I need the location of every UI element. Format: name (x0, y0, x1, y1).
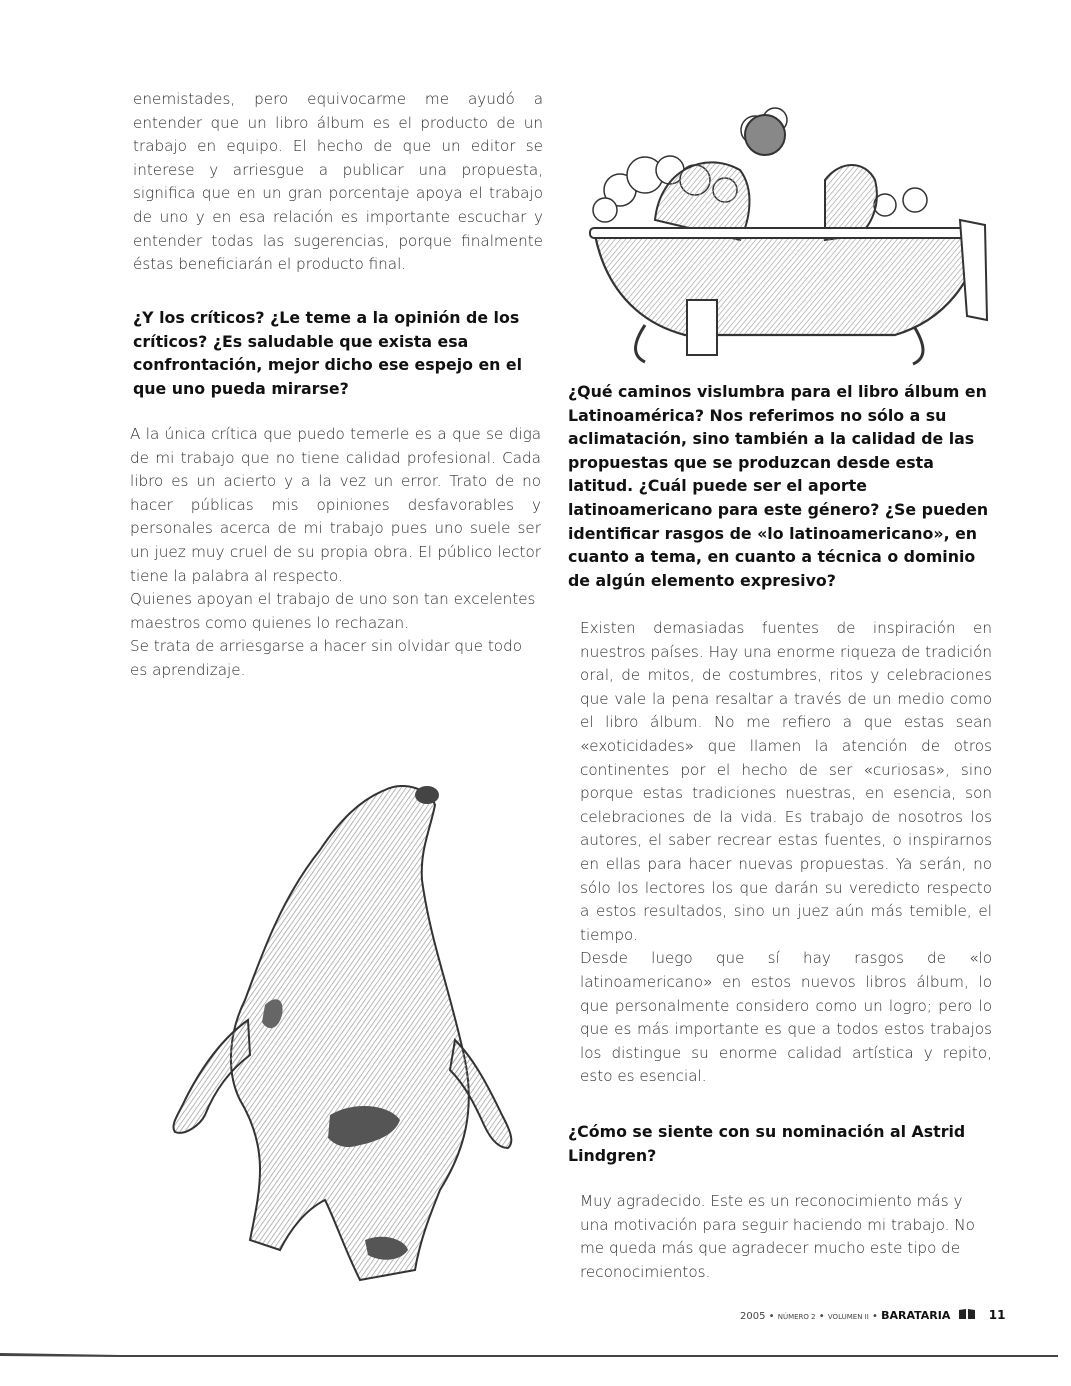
question-latam: ¿Qué caminos vislumbra para el libro álbum en Latinoamérica? Nos referimos no sólo a su aclimatación, sino también a la calidad de las propuestas que se produzcan desde esta latitud. ¿Cuál puede ser el aporte latinoamericano para este género? ¿Se pueden identificar rasgos de «lo latinoamericano», en cuanto a tema, en cuanto a técnica o dominio de algún elemento expresivo? (568, 382, 989, 590)
question-astrid-block (568, 1120, 993, 1167)
book-logo-icon (958, 1308, 976, 1320)
answer-latam-block (580, 617, 992, 1089)
page-number: 11 (988, 1308, 1006, 1322)
bathtub-foot (913, 328, 923, 364)
bear-body (231, 786, 469, 1280)
answer-astrid-block (580, 1190, 992, 1284)
bathtub-foot (636, 325, 645, 362)
bear-nose (415, 786, 439, 804)
bath-brush-icon (745, 115, 785, 155)
bottom-rule (0, 1352, 1058, 1358)
bathtub (595, 235, 980, 335)
question-critics-block (133, 306, 545, 400)
footer-separator: • (818, 1311, 825, 1322)
answer-astrid-paragraph: Muy agradecido. Este es un reconocimiento más y una motivación para seguir haciendo mi trabajo. No me queda más que agradecer mucho este tipo de reconocimientos. (580, 1192, 975, 1281)
footer-volumen: VOLUMEN II (827, 1313, 869, 1321)
question-astrid: ¿Cómo se siente con su nominación al Astrid Lindgren? (568, 1122, 966, 1165)
answer-critics-paragraph: Quienes apoyan el trabajo de uno son tan excelentes maestros como quienes lo rechazan. (130, 590, 536, 632)
page-footer (740, 1308, 1020, 1322)
footer-numero: NÚMERO 2 (777, 1313, 816, 1321)
answer-critics-paragraph: A la única crítica que puedo temerle es a que se diga de mi trabajo que no tiene calidad profesional. Cada libro es un acierto y a la vez un error. Trato de no hacer públicas mis opiniones desfavorables y personales acerca de mi trabajo pues uno suele ser un juez muy cruel de su propia obra. El público lector tiene la palabra al respecto. (130, 425, 541, 585)
answer-latam-paragraph: Existen demasiadas fuentes de inspiración en nuestros países. Hay una enorme riqueza de tradición oral, de mitos, de costumbres, ritos y celebraciones que vale la pena resaltar a través de un medio como el libro álbum. No me refiero a que estas sean «exoticidades» que llamen la atención de otros continentes por el hecho de ser «curiosas», sino porque estas tradiciones nuestras, en esencia, son celebraciones de la vida. Es trabajo de nosotros los autores, el saber recrear estas fuentes, o inspirarnos en ellas para hacer nuevas propuestas. Ya serán, no sólo los lectores los que darán su veredicto respecto a estos resultados, sino un juez aún más temible, el tiempo. (580, 619, 992, 944)
bathtub-illustration (575, 100, 995, 390)
paragraph-continuation: enemistades, pero equivocarme me ayudó a entender que un libro álbum es el producto de un trabajo en equipo. El hecho de que un editor se interese y arriesgue a publicar una propuesta, significa que en un gran porcentaje apoya el trabajo de uno y en esa relación es importante escuchar y entender todas las sugerencias, porque finalmente éstas beneficiarán el producto final. (133, 90, 543, 274)
question-critics: ¿Y los críticos? ¿Le teme a la opinión de los críticos? ¿Es saludable que exista esa confrontación, mejor dicho ese espejo en el que uno pueda mirarse? (133, 308, 523, 398)
answer-critics-block (130, 423, 541, 683)
footer-separator: • (871, 1311, 878, 1322)
footer-brand: BARATARIA (881, 1309, 951, 1322)
footer-year: 2005 (740, 1311, 766, 1322)
soap-block (687, 300, 717, 355)
bathtub-rim (590, 228, 985, 238)
bear-illustration (130, 770, 530, 1300)
left-column (133, 88, 543, 277)
answer-latam-paragraph: Desde luego que sí hay rasgos de «lo latinoamericano» en estos nuevos libros álbum, lo que personalmente considero como un logro; pero lo que es más importante es que a todos estos trabajos los distingue su enorme calidad artística y repito, esto es esencial. (580, 949, 992, 1086)
answer-critics-paragraph: Se trata de arriesgarse a hacer sin olvidar que todo es aprendizaje. (130, 637, 523, 679)
footer-separator: • (768, 1311, 775, 1322)
towel (960, 220, 987, 320)
question-latam-block (568, 380, 993, 592)
